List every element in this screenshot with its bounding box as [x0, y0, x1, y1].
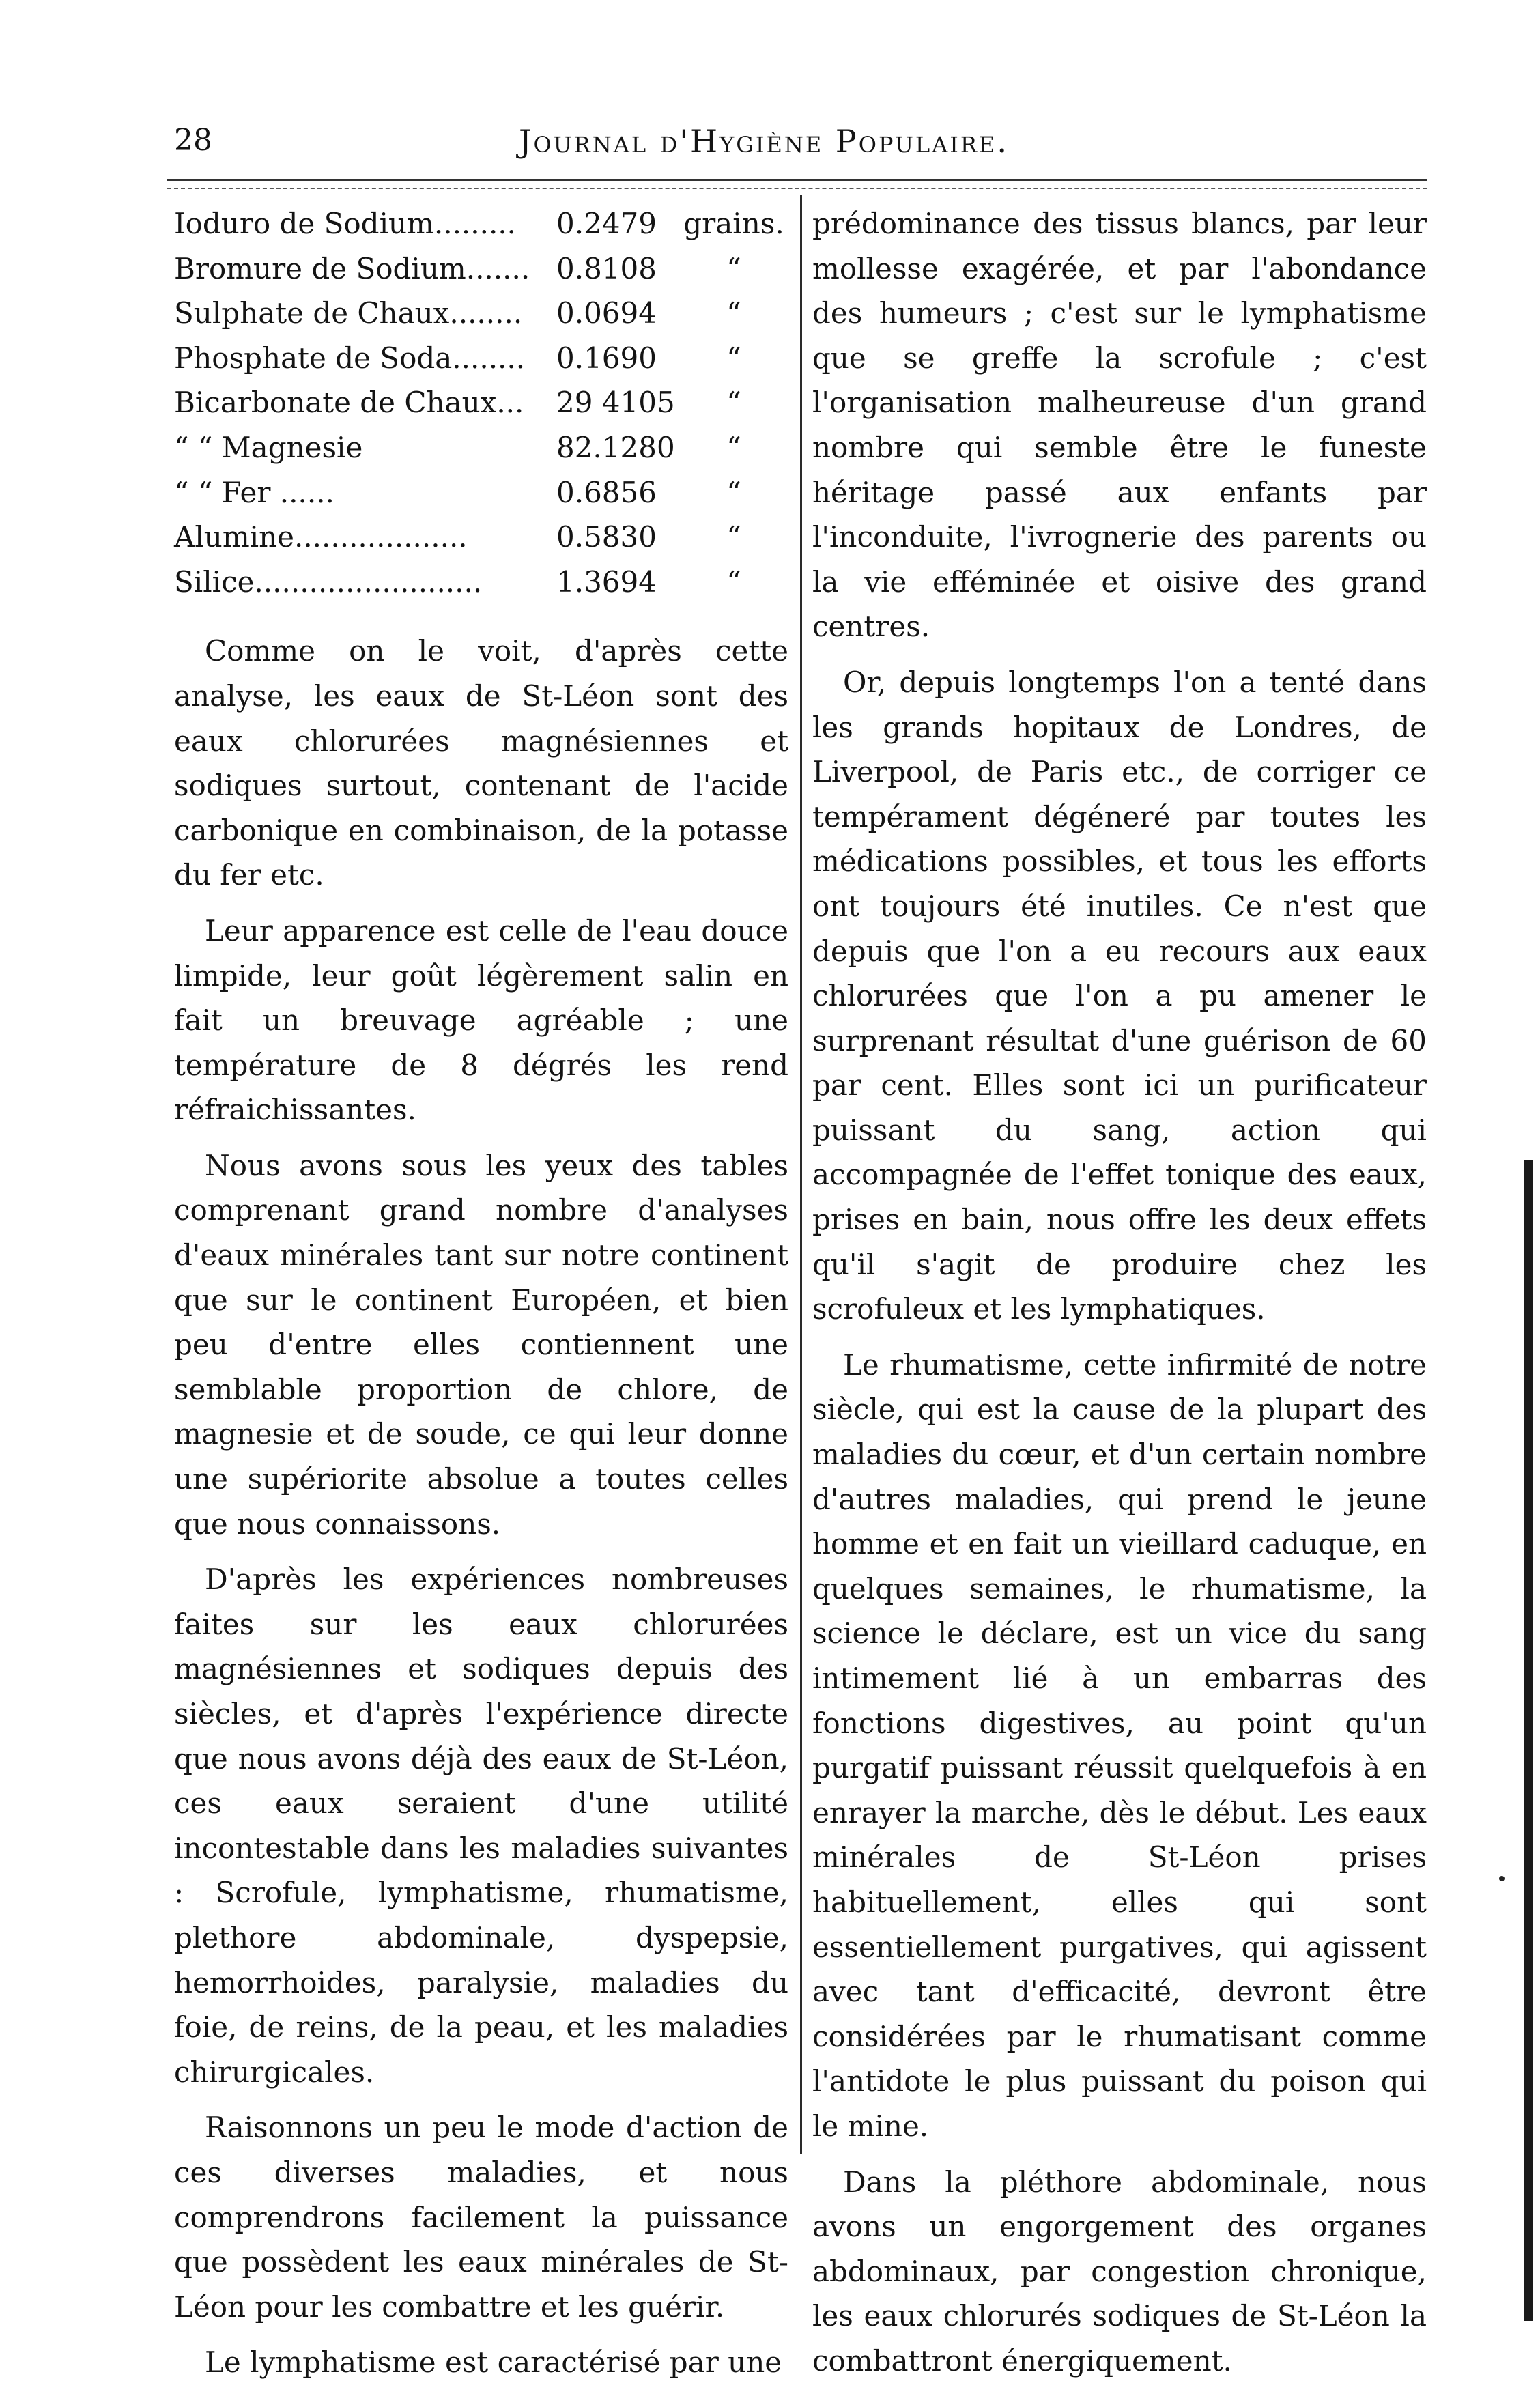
- analysis-row: [174, 515, 788, 560]
- header-rule: [167, 179, 1427, 181]
- analysis-name: Silice.........................: [174, 565, 483, 599]
- analysis-row: [174, 201, 788, 246]
- analysis-row: [174, 246, 788, 291]
- paragraph: Le lymphatisme est caractérisé par une: [205, 2345, 782, 2380]
- analysis-value: 0.2479: [556, 207, 657, 240]
- paragraph-continued: prédominance des tissus blancs, par leur mollesse exagérée, et par l'abondance des humeurs ; c'est sur le lymphatisme que se greffe la scrofule ; c'est l'organisation malheureuse d'un grand nombre qui semble être le funeste héritage passé aux enfants par l'inconduite, l'ivrognerie des parents ou la vie efféminée et oisive des grand centres.: [812, 207, 1427, 644]
- analysis-name: Phosphate de Soda........: [174, 341, 526, 375]
- analysis-name: “ “ Magnesie: [174, 430, 363, 464]
- analysis-unit: “: [726, 341, 741, 375]
- paragraph: Comme on le voit, d'après cette analyse, les eaux de St-Léon sont des eaux chlorurées magnésiennes et sodiques surtout, contenant de l'acide carbonique en combinaison, de la potasse du fer etc.: [174, 634, 788, 892]
- analysis-unit: “: [726, 251, 741, 285]
- stray-dot: [1499, 1876, 1505, 1881]
- analysis-unit: “: [726, 475, 741, 509]
- analysis-unit: “: [726, 296, 741, 330]
- analysis-value: 0.5830: [556, 520, 657, 554]
- analysis-row: [174, 425, 788, 470]
- analysis-unit: grains.: [683, 207, 784, 240]
- analysis-name: “ “ Fer ......: [174, 475, 334, 509]
- scan-edge-mark: [1524, 1160, 1533, 2321]
- header-rule-dashed: [167, 188, 1427, 189]
- analysis-value: 82.1280: [556, 430, 675, 464]
- analysis-row: [174, 380, 788, 425]
- paragraph: Raisonnons un peu le mode d'action de ces diverses maladies, et nous comprendrons facilement la puissance que possèdent les eaux minérales de St-Léon pour les combattre et les guérir.: [174, 2111, 788, 2324]
- analysis-unit: “: [726, 565, 741, 599]
- analysis-row: [174, 560, 788, 605]
- analysis-row: [174, 291, 788, 336]
- paragraph: D'après les expériences nombreuses faites sur les eaux chlorurées magnésiennes et sodiques depuis des siècles, et d'après l'expérience directe que nous avons déjà des eaux de St-Léon, ces eaux seraient d'une utilité incontestable dans les maladies suivantes : Scrofule, lymphatisme, rhumatisme, plethore abdominale, dyspepsie, hemorrhoides, paralysie, maladies du foie, de reins, de la peau, et les maladies chirurgicales.: [174, 1563, 788, 2089]
- analysis-name: Ioduro de Sodium.........: [174, 207, 517, 240]
- paragraph: Leur apparence est celle de l'eau douce limpide, leur goût légèrement salin en fait un breuvage agréable ; une température de 8 dégrés les rend réfraichissantes.: [174, 913, 788, 1127]
- paragraph: Or, depuis longtemps l'on a tenté dans les grands hopitaux de Londres, de Liverpool, de Paris etc., de corriger ce tempérament dégéneré par toutes les médications possibles, et tous les efforts ont toujours été inutiles. Ce n'est que depuis que l'on a eu recours aux eaux chlorurées que l'on a pu amener le surprenant résultat d'une guérison de 60 par cent. Elles sont ici un purificateur puissant du sang, action qui accompagnée de l'effet tonique des eaux, prises en bain, nous offre les deux effets qu'il s'agit de produire chez les scrofuleux et les lymphatiques.: [812, 665, 1427, 1326]
- analysis-name: Sulphate de Chaux........: [174, 296, 523, 330]
- analysis-row: [174, 336, 788, 381]
- analysis-value: 29 4105: [556, 386, 675, 420]
- analysis-value: 0.1690: [556, 341, 657, 375]
- left-column: [174, 201, 788, 2396]
- analysis-name: Bicarbonate de Chaux...: [174, 386, 524, 420]
- analysis-name: Alumine...................: [174, 520, 468, 554]
- paragraph: Nous avons sous les yeux des tables comprenant grand nombre d'analyses d'eaux minérales tant sur notre continent que sur le continent Européen, et bien peu d'entre elles contiennent une semblable proportion de chlore, de magnesie et de soude, ce qui leur donne une supériorite absolue a toutes celles que nous connaissons.: [174, 1148, 788, 1541]
- analysis-value: 0.8108: [556, 251, 657, 285]
- paragraph: Le rhumatisme, cette infirmité de notre siècle, qui est la cause de la plupart des maladies du cœur, et d'un certain nombre d'autres maladies, qui prend le jeune homme et en fait un vieillard caduque, en quelques semaines, le rhumatisme, la science le déclare, est un vice du sang intimement lié à un embarras des fonctions digestives, au point qu'un purgatif puissant réussit quelquefois à en enrayer la marche, dès le début. Les eaux minérales de St-Léon prises habituellement, elles qui sont essentiellement purgatives, qui agissent avec tant d'efficacité, devront être considérées par le rhumatisant comme l'antidote le plus puissant du poison qui le mine.: [812, 1347, 1427, 2143]
- running-head: Journal d'Hygiène Populaire.: [519, 123, 1010, 160]
- paragraph: Dans la pléthore abdominale, nous avons un engorgement des organes abdominaux, par congestion chronique, les eaux chlorurés sodiques de St-Léon la combattront énergiquement.: [812, 2165, 1427, 2378]
- page-number: 28: [174, 123, 212, 158]
- analysis-unit: “: [726, 386, 741, 420]
- analysis-row: [174, 470, 788, 515]
- analysis-unit: “: [726, 520, 741, 554]
- analysis-name: Bromure de Sodium.......: [174, 251, 530, 285]
- column-divider: [800, 195, 802, 2154]
- analysis-unit: “: [726, 430, 741, 464]
- right-column: [812, 201, 1427, 2395]
- analysis-value: 0.0694: [556, 296, 657, 330]
- analysis-table: [174, 201, 788, 604]
- analysis-value: 0.6856: [556, 475, 657, 509]
- analysis-value: 1.3694: [556, 565, 657, 599]
